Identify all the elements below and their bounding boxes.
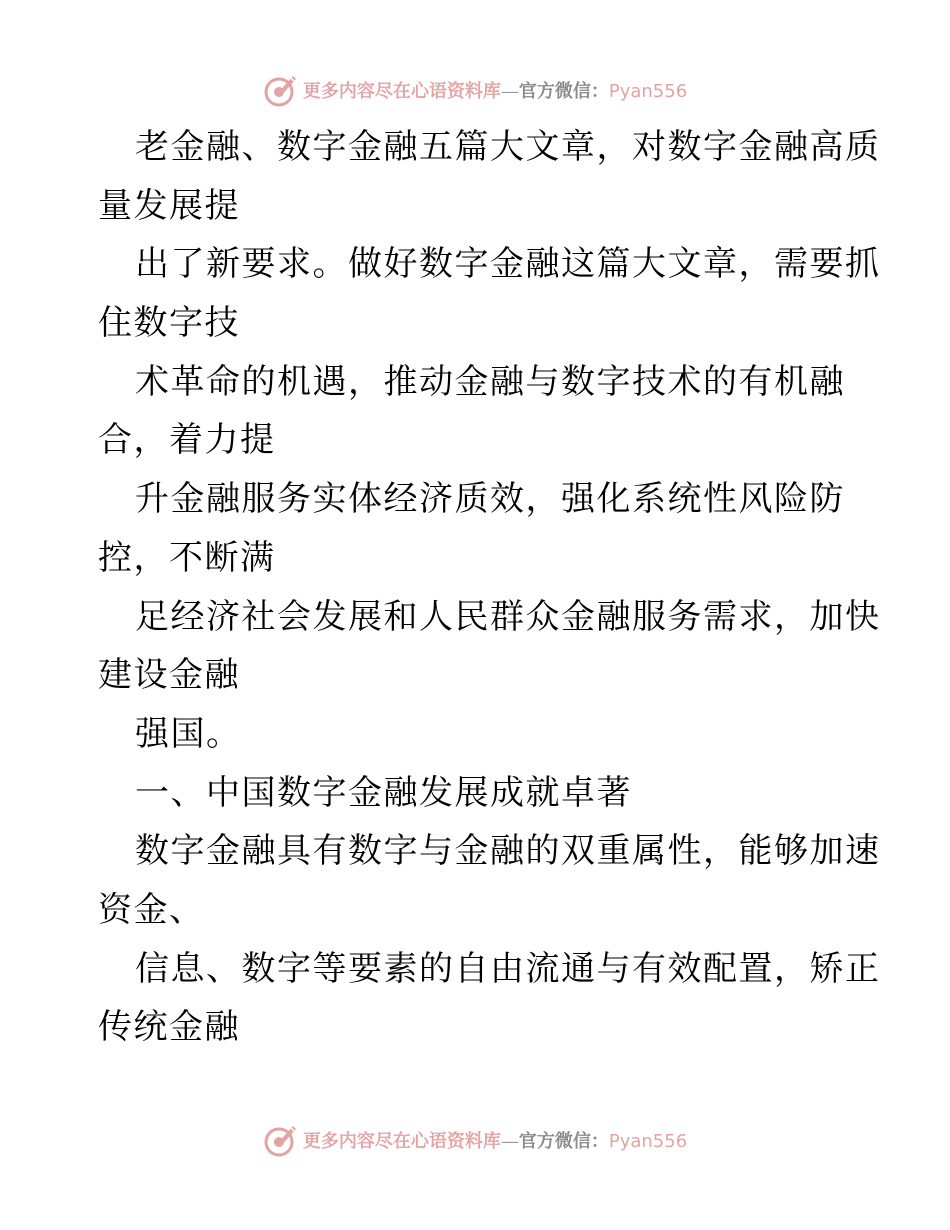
text-line: 传统金融 [98,1007,240,1048]
watermark-account: Pyan556 [608,81,688,102]
text-line: 控，不断满 [98,537,276,578]
pen-nib-circle-icon [263,72,299,108]
watermark-dash: — [500,81,519,102]
footer-watermark [0,1120,950,1160]
text-line: 足经济社会发展和人民群众金融服务需求，加快 [135,596,881,637]
text-line: 升金融服务实体经济质效，强化系统性风险防 [135,479,845,520]
text-line: 一、中国数字金融发展成就卓著 [135,772,632,813]
text-line: 出了新要求。做好数字金融这篇大文章，需要抓 [135,244,881,285]
text-line: 老金融、数字金融五篇大文章，对数字金融高质 [135,127,881,167]
text-line: 资金、 [98,889,205,930]
watermark-site-text: 更多内容尽在心语资料库 [302,1131,501,1152]
watermark-site-text: 更多内容尽在心语资料库 [302,81,501,102]
text-line: 术革命的机遇，推动金融与数字技术的有机融 [135,361,845,402]
header-watermark [0,70,950,110]
text-line: 合，着力提 [98,420,276,461]
text-line: 信息、数字等要素的自由流通与有效配置，矫正 [135,948,881,989]
text-line: 强国。 [135,713,242,754]
document-body [98,118,881,1057]
text-line: 量发展提 [98,185,240,226]
text-line: 建设金融 [98,655,240,696]
watermark-wechat-label: 官方微信： [518,81,609,102]
watermark-dash: — [500,1131,519,1152]
pen-nib-circle-icon [263,1122,299,1158]
text-line: 数字金融具有数字与金融的双重属性，能够加速 [135,831,881,872]
watermark-wechat-label: 官方微信： [518,1131,609,1152]
text-line: 住数字技 [98,303,240,344]
watermark-account: Pyan556 [608,1131,688,1152]
